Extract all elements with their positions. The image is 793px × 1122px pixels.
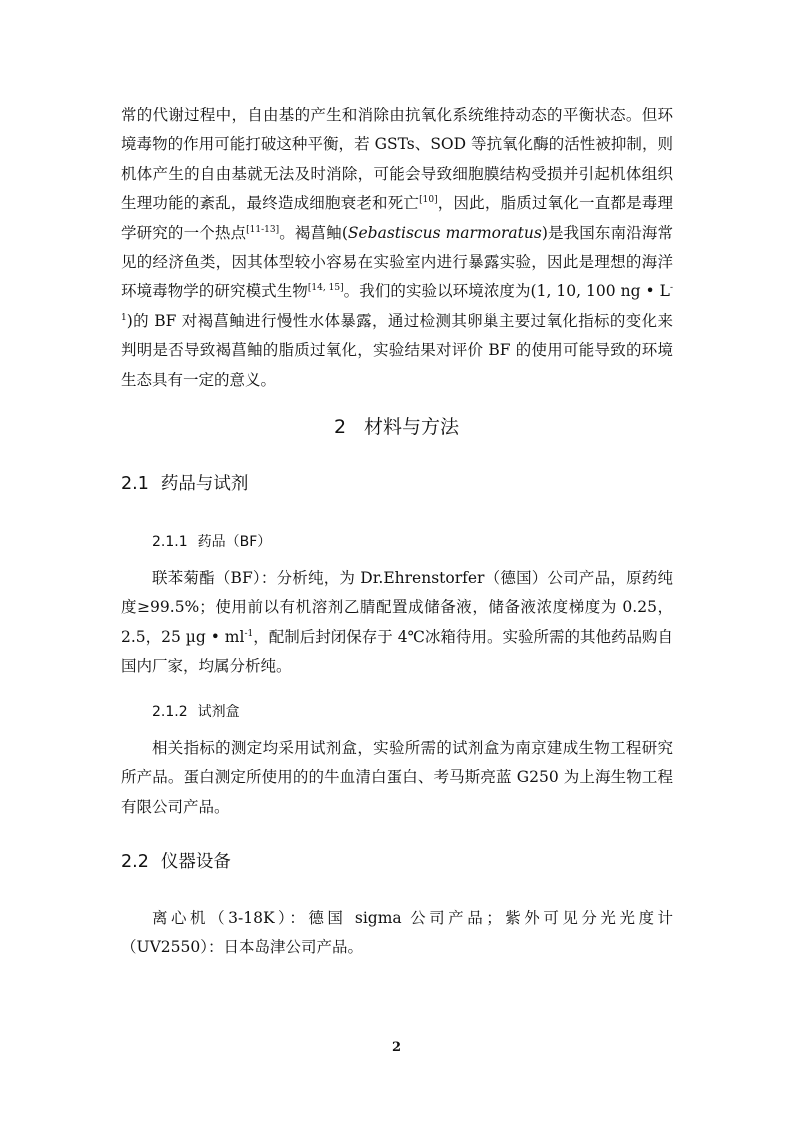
section-2-1-2-paragraph: 相关指标的测定均采用试剂盒，实验所需的试剂盒为南京建成生物工程研究所产品。蛋白测定所使用的的牛血清白蛋白、考马斯亮蓝 G250 为上海生物工程有限公司产品。: [121, 739, 673, 816]
section-2-1-1-heading: [152, 531, 271, 551]
section-2-1-number: 2.1: [121, 474, 149, 494]
section-2-1-1-paragraph: [121, 564, 673, 682]
citation-14-15: [14, 15]: [307, 283, 344, 294]
intro-text-4: )是我国东南沿海常见的经济鱼类，因其体型较小容易在实验室内进行暴露实验，因此是理想的海洋环境毒物学的研究模式生物: [121, 223, 673, 301]
section-2-1-title: 药品与试剂: [160, 474, 249, 494]
section-2-1-2-title: 试剂盒: [197, 704, 240, 720]
section-2-1-1-number: 2.1.1: [152, 534, 188, 550]
intro-text-5: 。我们的实验以环境浓度为(1, 10, 100 ng • L: [343, 282, 670, 301]
section-2-2-title: 仪器设备: [160, 852, 231, 872]
intro-text-3: 。褐菖鲉(: [279, 223, 348, 242]
section-2-1-2-heading: [152, 701, 240, 721]
bf-text-1: 联苯菊酯（BF）：分析纯，为 Dr.Ehrenstorfer（德国）公司产品，原药纯度≥99.5%；使用前以有机溶剂乙腈配置成储备液，储备液浓度梯度为 0.25，2.5，25 µg • ml: [121, 569, 673, 646]
section-2-2-number: 2.2: [121, 852, 149, 872]
section-2-1-1-title: 药品（BF）: [197, 534, 272, 550]
intro-text-1: 常的代谢过程中，自由基的产生和消除由抗氧化系统维持动态的平衡状态。但环境毒物的作用可能打破这种平衡，若 GSTs、SOD 等抗氧化酶的活性被抑制，则机体产生的自由基就无法及时消除，可能会导致细胞膜结构受损并引起机体组织生理功能的紊乱，最终造成细胞衰老和死亡: [121, 106, 673, 213]
section-2-heading: [0, 412, 793, 439]
intro-text-6: )的 BF 对褐菖鲉进行慢性水体暴露，通过检测其卵巢主要过氧化指标的变化来判明是否导致褐菖鲉的脂质过氧化，实验结果对评价 BF 的使用可能导致的环境生态具有一定的意义。: [121, 311, 673, 389]
citation-10: [10]: [419, 195, 438, 206]
citation-11-13: [11-13]: [246, 224, 280, 235]
unit-superscript-2: -1: [244, 628, 254, 639]
unit-superscript: -1: [121, 283, 674, 323]
bf-text-2: ，配制后封闭保存于 4℃冰箱待用。实验所需的其他药品购自国内厂家，均属分析纯。: [121, 627, 673, 676]
section-2-title: 材料与方法: [364, 416, 460, 438]
section-2-2-heading: [121, 848, 231, 873]
section-2-number: 2: [333, 416, 347, 438]
intro-text-2: ，因此，脂质过氧化一直都是毒理学研究的一个热点: [121, 194, 673, 242]
section-2-1-2-number: 2.1.2: [152, 704, 188, 720]
intro-paragraph: [121, 101, 673, 395]
page-number: 2: [391, 1040, 402, 1055]
section-2-1-heading: [121, 470, 248, 495]
section-2-2-paragraph: 离心机（3-18K）：德国 sigma 公司产品；紫外可见分光光度计（UV2550）：日本岛津公司产品。: [121, 909, 673, 957]
species-name: Sebastiscus marmoratus: [347, 223, 542, 242]
